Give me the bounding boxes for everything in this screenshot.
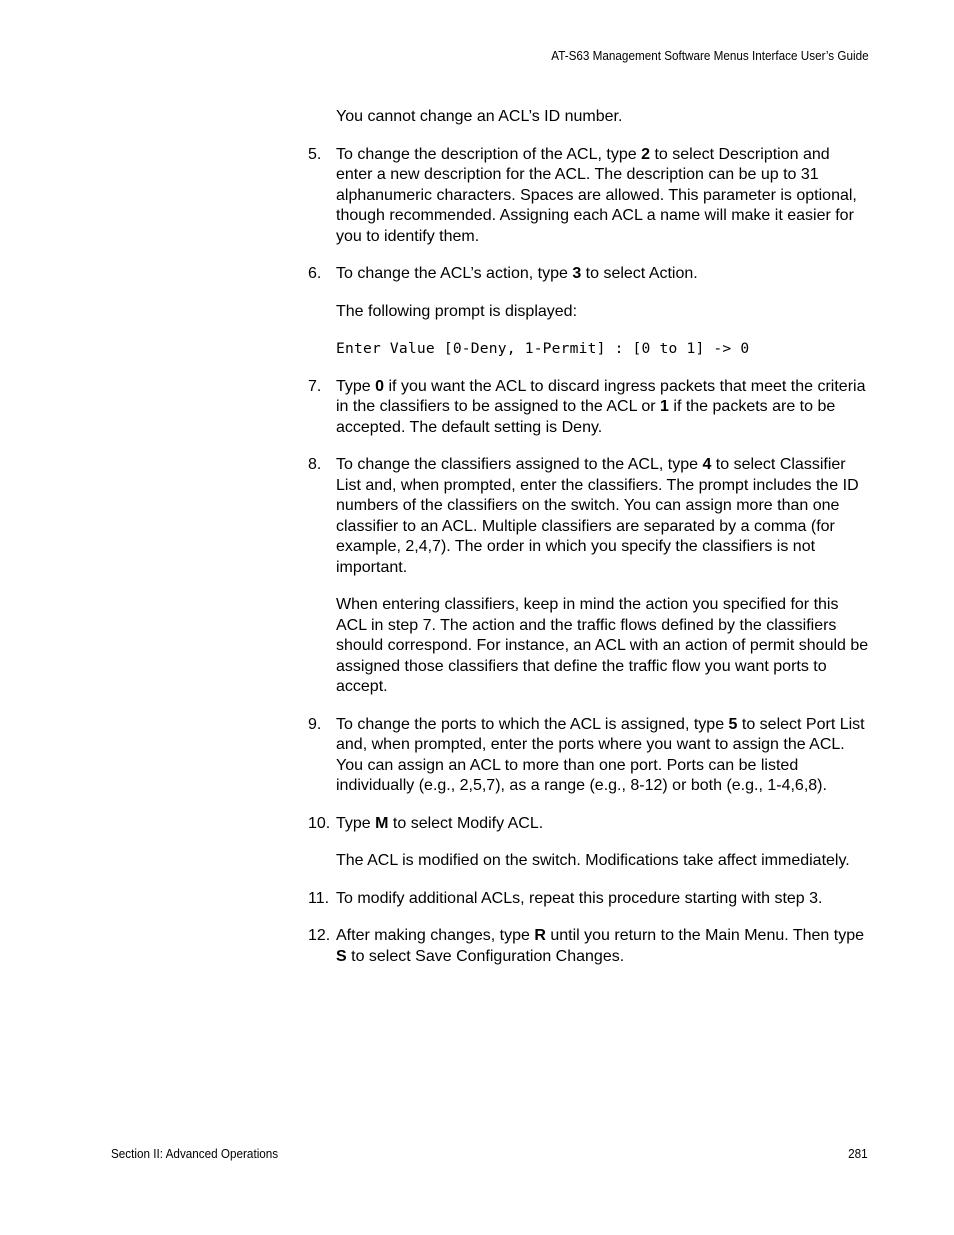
step-key: 2 (641, 145, 650, 163)
footer-section: Section II: Advanced Operations (111, 1146, 279, 1161)
step-text: To change the ports to which the ACL is assigned, type (336, 715, 729, 733)
step-text: if you want the ACL to discard ingress packets that meet the criteria in the classifiers to be assigned to the ACL or (336, 377, 866, 415)
modify-result-note: The ACL is modified on the switch. Modifications take affect immediately. (336, 852, 850, 869)
step-number: 6. (308, 265, 322, 282)
step-text: to select Classifier List and, when prompted, enter the classifiers. The prompt includes the ID numbers of the classifiers on the switch. You can assign more than one classifier to an ACL. Multiple classifiers are separated by a comma (for example, 2,4,7). The order in which you specify the classifiers is not important. (336, 456, 859, 576)
step-text: To change the classifiers assigned to the ACL, type (336, 456, 703, 473)
step-text: if the packets are to be accepted. The default setting is Deny. (336, 398, 836, 436)
step-text: to select Save Configuration Changes. (346, 947, 625, 965)
step-number: 10. (308, 814, 331, 832)
step-key: R (534, 927, 546, 944)
page-number: 281 (848, 1146, 868, 1161)
step-9 (308, 715, 870, 797)
step-key: S (336, 947, 347, 965)
step-8 (308, 455, 870, 578)
prompt-code: Enter Value [0-Deny, 1-Permit] : [0 to 1] -> 0 (336, 340, 750, 357)
step-text: to select Modify ACL. (388, 814, 544, 832)
step-text: Type (336, 377, 376, 395)
step-text: To change the description of the ACL, type (336, 145, 642, 163)
running-header: AT-S63 Management Software Menus Interface User’s Guide (551, 48, 869, 63)
step-number: 12. (308, 927, 331, 944)
step-10 (308, 814, 870, 835)
step-key: 3 (572, 265, 582, 282)
step-key: 1 (660, 398, 669, 415)
page-body (308, 107, 870, 984)
step-number: 5. (308, 145, 322, 163)
step-number: 8. (308, 456, 322, 473)
step-key: 4 (702, 456, 712, 473)
id-note: You cannot change an ACL’s ID number. (336, 108, 623, 125)
step-text: to select Action. (581, 265, 698, 282)
step-key: 0 (375, 377, 385, 395)
step-12 (308, 926, 870, 967)
step-7 (308, 377, 870, 439)
step-text: To change the ACL’s action, type (336, 265, 573, 282)
step-key: 5 (728, 715, 738, 733)
step-11 (308, 889, 870, 910)
step-text: To modify additional ACLs, repeat this procedure starting with step 3. (336, 889, 823, 907)
step-number: 9. (308, 715, 322, 733)
prompt-intro: The following prompt is displayed: (336, 302, 578, 320)
step-5 (308, 145, 870, 248)
step-text: to select Description and enter a new description for the ACL. The description can be up to 31 alphanumeric characters. Spaces are allowed. This parameter is optional, though recommended. Assigning each ACL a name will make it easier for you to identify them. (336, 145, 857, 245)
step-number: 7. (308, 377, 322, 395)
classifier-note: When entering classifiers, keep in mind the action you specified for this ACL in step 7. The action and the traffic flows defined by the classifiers should correspond. For instance, an ACL with an action of permit should be assigned those classifiers that define the traffic flow you want ports to accept. (336, 596, 869, 695)
step-key: M (375, 814, 389, 832)
step-text: until you return to the Main Menu. Then type (545, 927, 864, 944)
step-text: After making changes, type (336, 927, 535, 944)
step-6 (308, 264, 870, 285)
step-text: to select Port List and, when prompted, enter the ports where you want to assign the ACL. You can assign an ACL to more than one port. Ports can be listed individually (e.g., 2,5,7), as a range (e.g., 8-12) or both (e.g., 1-4,6,8). (336, 715, 865, 794)
step-number: 11. (308, 889, 330, 907)
step-text: Type (336, 814, 376, 832)
